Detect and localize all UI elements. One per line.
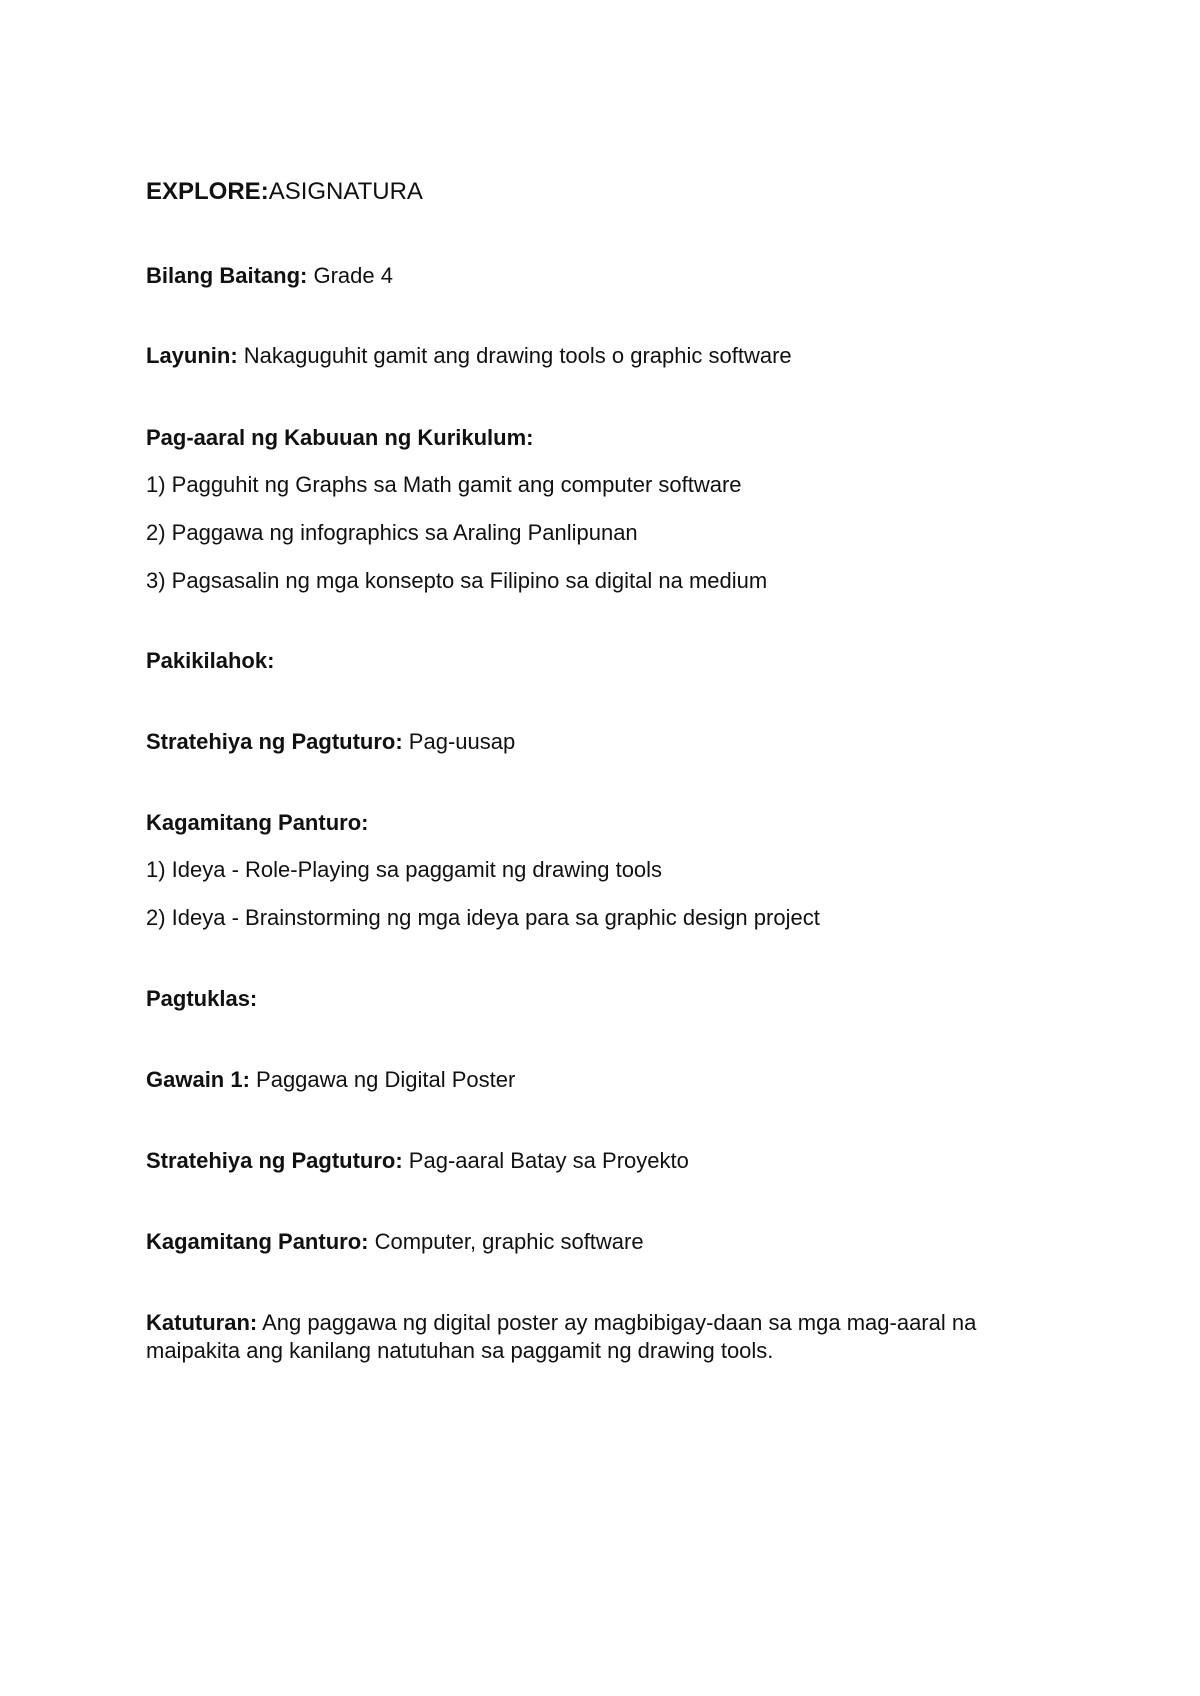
curriculum-item: 3) Pagsasalin ng mga konsepto sa Filipino sa digital na medium <box>146 568 768 593</box>
exploration-materials-label: Kagamitang Panturo: <box>146 1229 369 1254</box>
exploration-materials-line <box>146 1228 644 1256</box>
title-rest: ASIGNATURA <box>268 178 423 205</box>
engagement-strategy-line <box>146 728 515 756</box>
objective-label: Layunin: <box>146 343 238 368</box>
grade-label: Bilang Baitang: <box>146 263 308 288</box>
rationale-paragraph <box>146 1309 1046 1365</box>
exploration-materials-value: Computer, graphic software <box>368 1229 644 1254</box>
curriculum-item: 1) Pagguhit ng Graphs sa Math gamit ang computer software <box>146 472 742 497</box>
engagement-strategy-label: Stratehiya ng Pagtuturo: <box>146 729 403 754</box>
grade-value: Grade 4 <box>307 263 393 288</box>
curriculum-item: 2) Paggawa ng infographics sa Araling Panlipunan <box>146 520 638 545</box>
engagement-heading: Pakikilahok: <box>146 648 275 673</box>
curriculum-heading: Pag-aaral ng Kabuuan ng Kurikulum: <box>146 425 534 450</box>
document-title <box>146 178 423 206</box>
activity-label: Gawain 1: <box>146 1067 250 1092</box>
rationale-value: Ang paggawa ng digital poster ay magbibigay-daan sa mga mag-aaral na maipakita ang kanilang natutuhan sa paggamit ng drawing tools. <box>146 1310 977 1363</box>
exploration-heading: Pagtuklas: <box>146 986 258 1011</box>
grade-line <box>146 262 393 290</box>
exploration-strategy-label: Stratehiya ng Pagtuturo: <box>146 1148 403 1173</box>
materials-item: 2) Ideya - Brainstorming ng mga ideya para sa graphic design project <box>146 905 820 930</box>
activity-line <box>146 1066 515 1094</box>
title-bold: EXPLORE: <box>146 178 269 205</box>
materials-item: 1) Ideya - Role-Playing sa paggamit ng drawing tools <box>146 857 663 882</box>
rationale-label: Katuturan: <box>146 1310 258 1335</box>
engagement-materials-heading: Kagamitang Panturo: <box>146 810 369 835</box>
exploration-strategy-value: Pag-aaral Batay sa Proyekto <box>402 1148 689 1173</box>
engagement-strategy-value: Pag-uusap <box>402 729 516 754</box>
activity-value: Paggawa ng Digital Poster <box>249 1067 516 1092</box>
objective-line <box>146 342 792 370</box>
exploration-strategy-line <box>146 1147 689 1175</box>
objective-value: Nakaguguhit gamit ang drawing tools o graphic software <box>237 343 792 368</box>
